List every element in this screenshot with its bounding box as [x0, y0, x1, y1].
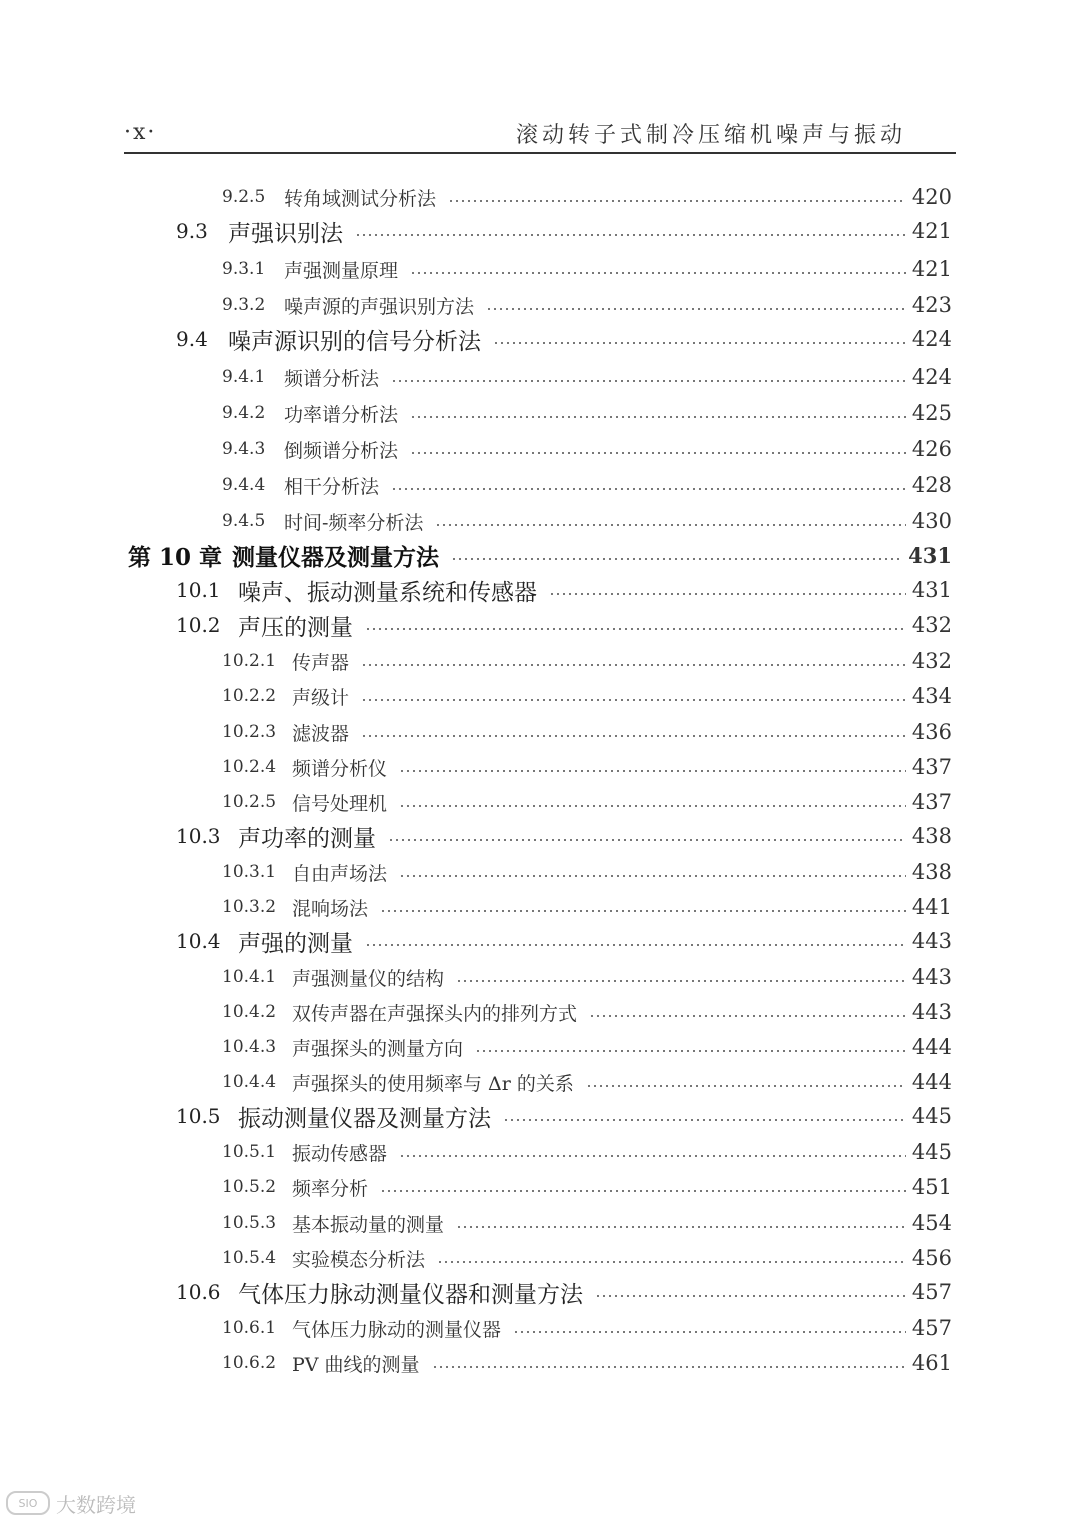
toc-entry-number: 10.2.3: [222, 722, 277, 742]
dot-leader: [399, 875, 906, 877]
toc-entry-title: 频谱分析仪: [292, 757, 388, 780]
toc-entry: [222, 1243, 952, 1273]
dot-leader: [365, 944, 906, 946]
toc-entry-number: 10.5.1: [222, 1142, 277, 1162]
running-book-title: 滚动转子式制冷压缩机噪声与振动: [516, 123, 907, 148]
dot-leader: [586, 1085, 906, 1087]
toc-entry-title: 声功率的测量: [238, 825, 376, 852]
dot-leader: [399, 770, 906, 772]
toc-entry-page: 457: [911, 1316, 952, 1340]
toc-entry: [222, 1032, 952, 1062]
toc-entry: [222, 1313, 952, 1343]
toc-entry: [176, 575, 952, 605]
toc-entry-page: 426: [911, 437, 952, 461]
toc-entry-page: 434: [911, 684, 952, 708]
toc-entry-title: 测量仪器及测量方法: [232, 543, 439, 571]
toc-entry-number: 10.4.2: [222, 1002, 277, 1022]
toc-entry-number: 10.4.1: [222, 967, 277, 987]
toc-entry-title: 实验模态分析法: [292, 1248, 426, 1271]
dot-leader: [451, 558, 902, 560]
dot-leader: [388, 839, 906, 841]
toc-entry-page: 432: [911, 613, 952, 637]
dot-leader: [361, 699, 906, 701]
toc-entry-title: 气体压力脉动的测量仪器: [292, 1318, 502, 1341]
toc-entry-number: 10.6.1: [222, 1318, 277, 1338]
dot-leader: [365, 628, 906, 630]
toc-entry-page: 451: [911, 1175, 952, 1199]
toc-entry: [222, 1172, 952, 1202]
toc-entry-number: 10.6: [176, 1280, 221, 1304]
toc-entry-page: 428: [911, 473, 952, 497]
toc-entry-title: 振动传感器: [292, 1142, 388, 1165]
dot-leader: [486, 308, 906, 310]
toc-entry-page: 424: [911, 327, 952, 351]
toc-entry-title: 功率谱分析法: [284, 403, 399, 426]
toc-entry-page: 438: [911, 824, 952, 848]
toc-entry-page: 424: [911, 365, 952, 389]
toc-entry-page: 438: [911, 860, 952, 884]
toc-entry-title: 双传声器在声强探头内的排列方式: [292, 1002, 578, 1025]
toc-entry: [222, 997, 952, 1027]
dot-leader: [410, 272, 906, 274]
toc-entry-number: 10.2.5: [222, 792, 277, 812]
toc-entry-number: 10.5: [176, 1104, 221, 1128]
dot-leader: [355, 234, 906, 236]
page-number-mark: ·x·: [124, 120, 157, 145]
toc-entry-page: 461: [911, 1351, 952, 1375]
toc-entry: [222, 470, 952, 500]
dot-leader: [361, 735, 906, 737]
toc-entry: [176, 216, 952, 246]
toc-entry-page: 444: [911, 1070, 952, 1094]
toc-entry-title: 声强测量仪的结构: [292, 967, 445, 990]
toc-entry-title: 噪声源的声强识别方法: [284, 295, 475, 318]
dot-leader: [399, 1155, 906, 1157]
toc-entry-page: 457: [911, 1280, 952, 1304]
dot-leader: [391, 380, 906, 382]
toc-entry: [222, 362, 952, 392]
toc-entry: [176, 610, 952, 640]
dot-leader: [503, 1119, 906, 1121]
dot-leader: [456, 1226, 906, 1228]
toc-entry-number: 10.3.2: [222, 897, 277, 917]
toc-entry-title: 相干分析法: [284, 475, 380, 498]
dot-leader: [432, 1366, 906, 1368]
toc-entry: [222, 681, 952, 711]
toc-entry: [222, 1067, 952, 1097]
dot-leader: [391, 488, 906, 490]
dot-leader: [437, 1261, 906, 1263]
toc-entry: [222, 398, 952, 428]
toc-entry-number: 9.4.4: [222, 475, 266, 495]
toc-entry-page: 437: [911, 755, 952, 779]
toc-entry-number: 9.3.2: [222, 295, 266, 315]
toc-entry-number: 10.3: [176, 824, 221, 848]
toc-entry: [176, 926, 952, 956]
toc-entry-page: 431: [911, 578, 952, 602]
toc-entry-page: 456: [911, 1246, 952, 1270]
toc-entry: [176, 1101, 952, 1131]
toc-entry-title: PV 曲线的测量: [292, 1353, 420, 1376]
toc-entry-number: 9.4.2: [222, 403, 266, 423]
toc-entry: [222, 646, 952, 676]
watermark-text: 大数跨境: [56, 1492, 136, 1517]
dot-leader: [456, 980, 906, 982]
toc-entry-page: 430: [911, 509, 952, 533]
toc-entry-title: 噪声、振动测量系统和传感器: [238, 579, 537, 606]
toc-entry-page: 445: [911, 1104, 952, 1128]
toc-entry: [222, 290, 952, 320]
watermark-logo-icon: SIO: [6, 1491, 50, 1515]
toc-entry: [222, 434, 952, 464]
toc-entry: [176, 821, 952, 851]
toc-entry-title: 滤波器: [292, 722, 350, 745]
toc-entry-number: 10.2.4: [222, 757, 277, 777]
toc-entry-title: 声压的测量: [238, 614, 353, 641]
toc-entry-title: 声强探头的测量方向: [292, 1037, 464, 1060]
toc-entry-number: 9.4.1: [222, 367, 266, 387]
toc-entry-number: 10.2.2: [222, 686, 277, 706]
toc-entry: [222, 962, 952, 992]
toc-entry-page: 443: [911, 929, 952, 953]
toc-entry-number: 9.3.1: [222, 259, 266, 279]
toc-entry-title: 倒频谱分析法: [284, 439, 399, 462]
toc-entry-title: 频率分析: [292, 1177, 369, 1200]
toc-entry-title: 信号处理机: [292, 792, 388, 815]
toc-entry-number: 10.4.4: [222, 1072, 277, 1092]
dot-leader: [589, 1015, 906, 1017]
toc-entry: [222, 857, 952, 887]
toc-entry-number: 10.2.1: [222, 651, 277, 671]
dot-leader: [549, 593, 906, 595]
toc-entry-page: 437: [911, 790, 952, 814]
dot-leader: [435, 524, 905, 526]
toc-entry-page: 421: [911, 257, 952, 281]
dot-leader: [493, 342, 906, 344]
toc-entry-title: 声级计: [292, 686, 350, 709]
toc-entry-title: 转角域测试分析法: [284, 187, 437, 210]
dot-leader: [361, 664, 906, 666]
toc-entry-title: 声强探头的使用频率与 Δr 的关系: [292, 1072, 574, 1095]
toc-entry-page: 441: [911, 895, 952, 919]
toc-entry-title: 声强识别法: [228, 220, 343, 247]
dot-leader: [380, 1190, 906, 1192]
toc-entry-title: 声强的测量: [238, 930, 353, 957]
toc-entry-page: 431: [908, 542, 952, 568]
toc-entry-number: 第 10 章: [128, 543, 223, 571]
toc-entry-page: 454: [911, 1211, 952, 1235]
toc-entry: [222, 787, 952, 817]
toc-entry: [176, 1277, 952, 1307]
dot-leader: [513, 1331, 906, 1333]
toc-entry: [222, 182, 952, 212]
toc-entry-title: 气体压力脉动测量仪器和测量方法: [238, 1281, 583, 1308]
toc-entry-number: 10.4: [176, 929, 221, 953]
toc-entry: [176, 324, 952, 354]
toc-entry-page: 432: [911, 649, 952, 673]
toc-entry-page: 420: [911, 185, 952, 209]
dot-leader: [595, 1295, 906, 1297]
toc-entry: [222, 892, 952, 922]
toc-entry-number: 10.4.3: [222, 1037, 277, 1057]
toc-entry-number: 10.5.3: [222, 1213, 277, 1233]
toc-entry-title: 混响场法: [292, 897, 369, 920]
toc-entry-title: 时间-频率分析法: [284, 511, 424, 534]
toc-entry: [222, 717, 952, 747]
toc-entry-title: 基本振动量的测量: [292, 1213, 445, 1236]
dot-leader: [410, 416, 906, 418]
toc-entry-number: 10.6.2: [222, 1353, 277, 1373]
toc-entry-title: 振动测量仪器及测量方法: [238, 1105, 491, 1132]
watermark: [6, 1490, 136, 1516]
toc-entry: [222, 254, 952, 284]
toc-entry-page: 445: [911, 1140, 952, 1164]
toc-entry-title: 噪声源识别的信号分析法: [228, 328, 481, 355]
toc-entry-number: 9.4.5: [222, 511, 266, 531]
toc-entry-number: 10.5.4: [222, 1248, 277, 1268]
toc-entry-number: 9.3: [176, 219, 208, 243]
dot-leader: [475, 1050, 906, 1052]
toc-entry: [222, 1348, 952, 1378]
toc-entry-number: 10.2: [176, 613, 221, 637]
toc-entry-number: 10.3.1: [222, 862, 277, 882]
toc-entry-title: 声强测量原理: [284, 259, 399, 282]
toc-entry-page: 436: [911, 720, 952, 744]
toc-entry-title: 自由声场法: [292, 862, 388, 885]
dot-leader: [399, 805, 906, 807]
toc-entry: [222, 1208, 952, 1238]
toc-entry-number: 9.4: [176, 327, 208, 351]
toc-entry: [222, 1137, 952, 1167]
dot-leader: [380, 910, 906, 912]
toc-entry-number: 9.2.5: [222, 187, 266, 207]
toc-entry-page: 444: [911, 1035, 952, 1059]
toc-entry-number: 10.1: [176, 578, 221, 602]
toc-entry-number: 9.4.3: [222, 439, 266, 459]
toc-entry-title: 传声器: [292, 651, 350, 674]
toc-entry-number: 10.5.2: [222, 1177, 277, 1197]
toc-entry: [128, 540, 952, 570]
toc-entry: [222, 506, 952, 536]
toc-entry-page: 425: [911, 401, 952, 425]
toc-entry-title: 频谱分析法: [284, 367, 380, 390]
toc-entry: [222, 752, 952, 782]
toc-entry-page: 443: [911, 1000, 952, 1024]
toc-entry-page: 423: [911, 293, 952, 317]
toc-entry-page: 421: [911, 219, 952, 243]
dot-leader: [410, 452, 906, 454]
toc-entry-page: 443: [911, 965, 952, 989]
dot-leader: [448, 200, 906, 202]
